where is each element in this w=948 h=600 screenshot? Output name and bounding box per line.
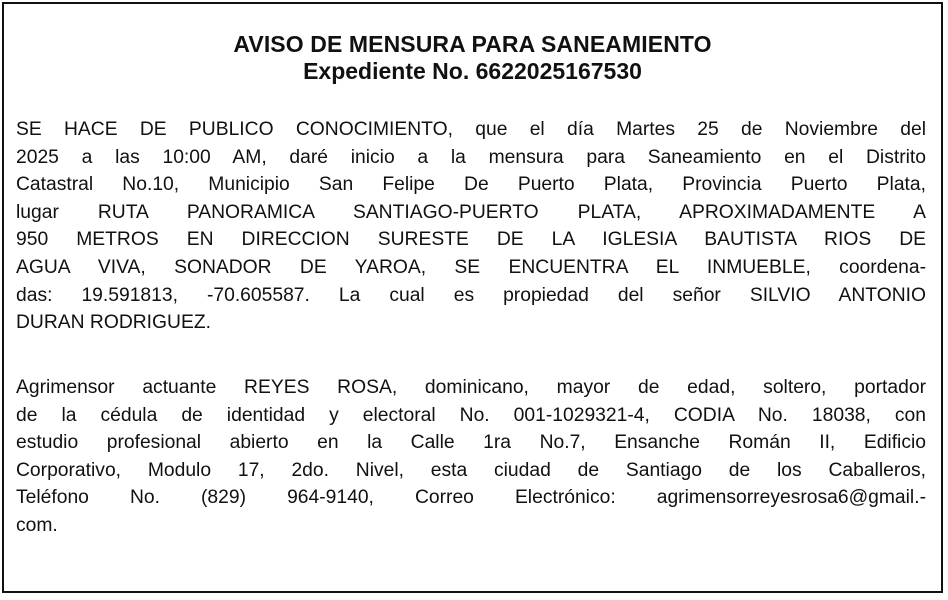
notice-header [4, 31, 941, 85]
paragraph-line: estudio profesional abierto en la Calle 1ra No.7, Ensanche Román II, Edificio [16, 432, 926, 454]
paragraph-line: Catastral No.10, Municipio San Felipe De Puerto Plata, Provincia Puerto Plata, [16, 174, 926, 196]
paragraph-line: SE HACE DE PUBLICO CONOCIMIENTO, que el día Martes 25 de Noviembre del [16, 119, 926, 140]
notice-paragraph-announcement [16, 116, 926, 337]
paragraph-line: Teléfono No. (829) 964-9140, Correo Electrónico: agrimensorreyesrosa6@gmail.- [16, 487, 926, 509]
paragraph-line: lugar RUTA PANORAMICA SANTIAGO-PUERTO PLATA, APROXIMADAMENTE A [16, 201, 926, 223]
paragraph-line: de la cédula de identidad y electoral No. 001-1029321-4, CODIA No. 18038, con [16, 404, 926, 426]
paragraph-line: AGUA VIVA, SONADOR DE YAROA, SE ENCUENTRA EL INMUEBLE, coordena- [16, 256, 926, 278]
notice-paragraph-surveyor [16, 374, 926, 540]
notice-file-number: Expediente No. 6622025167530 [303, 58, 642, 84]
notice-title: AVISO DE MENSURA PARA SANEAMIENTO [233, 31, 712, 57]
paragraph-line: Agrimensor actuante REYES ROSA, dominicano, mayor de edad, soltero, portador [16, 377, 926, 398]
paragraph-line: Corporativo, Modulo 17, 2do. Nivel, esta ciudad de Santiago de los Caballeros, [16, 459, 926, 481]
paragraph-line: 2025 a las 10:00 AM, daré inicio a la mensura para Saneamiento en el Distrito [16, 146, 926, 168]
paragraph-line: 950 METROS EN DIRECCION SURESTE DE LA IGLESIA BAUTISTA RIOS DE [16, 229, 926, 251]
paragraph-line: DURAN RODRIGUEZ. [16, 312, 211, 334]
paragraph-line: com. [16, 514, 58, 536]
paragraph-line: das: 19.591813, -70.605587. La cual es propiedad del señor SILVIO ANTONIO [16, 284, 926, 306]
